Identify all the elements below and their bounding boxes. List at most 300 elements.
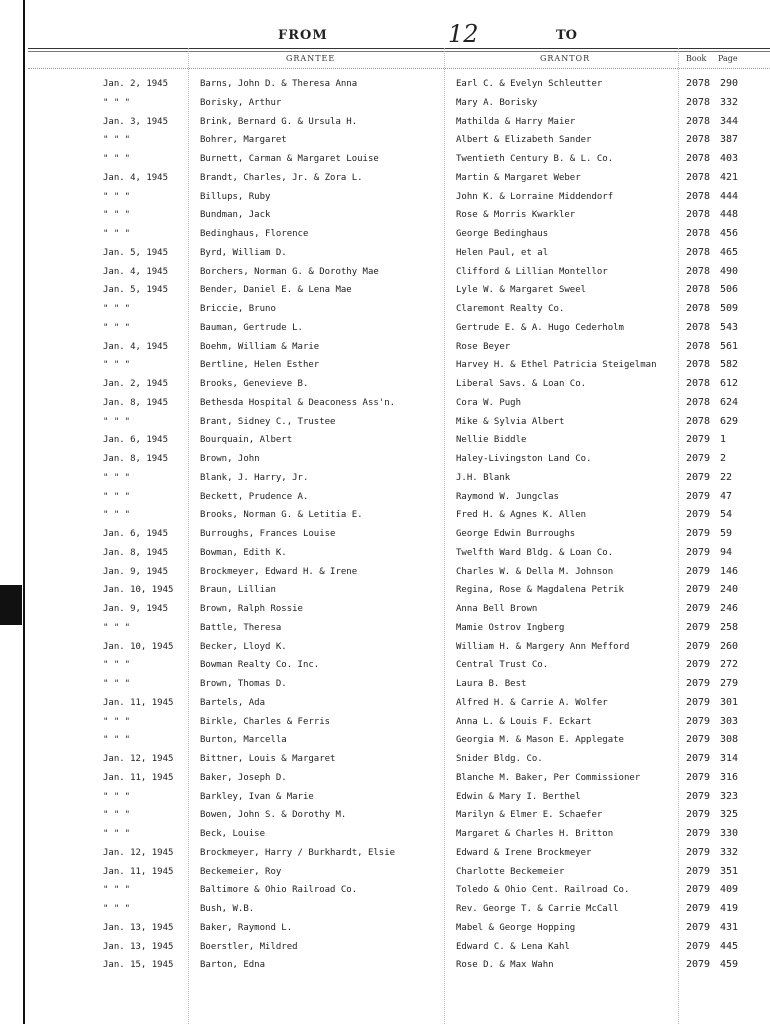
ledger-row xyxy=(28,791,770,810)
grantee-cell: Bourquain, Albert xyxy=(200,435,293,446)
page-cell: 308 xyxy=(720,734,739,746)
ledger-row xyxy=(28,547,770,566)
ledger-row xyxy=(28,378,770,397)
grantee-cell: Bedinghaus, Florence xyxy=(200,229,309,239)
ledger-row xyxy=(28,847,770,866)
date-cell: Jan. 3, 1945 xyxy=(103,116,169,127)
date-cell: " " " xyxy=(103,154,131,164)
grantor-cell: Liberal Savs. & Loan Co. xyxy=(456,379,587,389)
from-label: FROM xyxy=(278,28,328,43)
ledger-row xyxy=(28,78,770,97)
page-left-border xyxy=(23,0,25,1024)
grantor-cell: Lyle W. & Margaret Sweel xyxy=(456,285,587,296)
book-cell: 2079 xyxy=(686,846,711,858)
page-cell: 290 xyxy=(720,78,739,89)
book-cell: 2078 xyxy=(686,78,711,89)
grantee-cell: Bowman, Edith K. xyxy=(200,547,287,558)
grantee-cell: Bundman, Jack xyxy=(200,210,271,221)
grantee-cell: Baltimore & Ohio Railroad Co. xyxy=(200,885,358,896)
date-cell: Jan. 9, 1945 xyxy=(103,604,169,614)
book-cell: 2078 xyxy=(686,171,711,183)
grantor-cell: Alfred H. & Carrie A. Wolfer xyxy=(456,697,608,708)
date-cell: " " " xyxy=(103,885,131,896)
grantor-cell: George Bedinghaus xyxy=(456,229,549,239)
date-cell: Jan. 13, 1945 xyxy=(103,941,174,952)
ledger-row xyxy=(28,566,770,585)
date-cell: " " " xyxy=(103,491,131,502)
date-cell: " " " xyxy=(103,97,131,108)
ledger-row xyxy=(28,809,770,828)
grantor-cell: Anna Bell Brown xyxy=(456,604,538,614)
grantee-cell: Battle, Theresa xyxy=(200,622,282,633)
ledger-row xyxy=(28,622,770,641)
date-cell: Jan. 5, 1945 xyxy=(103,247,169,258)
grantor-cell: Rose & Morris Kwarkler xyxy=(456,210,576,221)
grantee-cell: Blank, J. Harry, Jr. xyxy=(200,472,309,483)
grantee-cell: Billups, Ruby xyxy=(200,191,271,202)
book-cell: 2078 xyxy=(686,284,711,296)
grantor-cell: Earl C. & Evelyn Schleutter xyxy=(456,79,603,89)
date-cell: " " " xyxy=(103,304,131,314)
book-cell: 2079 xyxy=(686,828,711,839)
page-cell: 465 xyxy=(720,246,739,258)
grantee-cell: Bittner, Louis & Margaret xyxy=(200,754,336,764)
grantee-cell: Barton, Edna xyxy=(200,960,266,971)
page-cell: 1 xyxy=(720,434,727,446)
page-cell: 54 xyxy=(720,509,733,521)
ledger-row xyxy=(28,134,770,153)
book-cell: 2078 xyxy=(686,153,711,164)
grantor-cell: John K. & Lorraine Middendorf xyxy=(456,191,614,202)
book-cell: 2079 xyxy=(686,921,711,933)
grantee-cell: Baker, Joseph D. xyxy=(200,772,287,783)
grantee-cell: Burroughs, Frances Louise xyxy=(200,529,336,539)
index-number: 12 xyxy=(448,20,479,48)
page-cell: 456 xyxy=(720,228,739,239)
grantor-cell: Twelfth Ward Bldg. & Loan Co. xyxy=(456,547,614,558)
to-label: TO xyxy=(556,28,577,43)
book-cell: 2079 xyxy=(686,809,711,821)
book-cell: 2078 xyxy=(686,321,711,333)
ledger-row xyxy=(28,284,770,303)
page-cell: 543 xyxy=(720,321,739,333)
date-cell: Jan. 11, 1945 xyxy=(103,697,174,708)
ledger-row xyxy=(28,922,770,941)
ledger-row xyxy=(28,491,770,510)
grantor-cell: Blanche M. Baker, Per Commissioner xyxy=(456,772,641,783)
grantee-cell: Brooks, Genevieve B. xyxy=(200,379,309,389)
grantor-cell: Cora W. Pugh xyxy=(456,397,522,408)
grantor-cell: Mike & Sylvia Albert xyxy=(456,416,565,427)
page-column-header: Page xyxy=(718,54,738,63)
grantor-cell: Helen Paul, et al xyxy=(456,247,549,258)
grantor-cell: J.H. Blank xyxy=(456,472,511,483)
book-cell: 2078 xyxy=(686,228,711,239)
page-cell: 629 xyxy=(720,415,739,427)
book-cell: 2078 xyxy=(686,396,711,408)
book-cell: 2078 xyxy=(686,246,711,258)
grantee-cell: Brink, Bernard G. & Ursula H. xyxy=(200,116,358,127)
page-cell: 332 xyxy=(720,846,739,858)
page-cell: 387 xyxy=(720,134,739,146)
page-cell: 624 xyxy=(720,396,739,408)
grantor-cell: Margaret & Charles H. Britton xyxy=(456,829,614,839)
page-cell: 506 xyxy=(720,284,739,296)
page-cell: 325 xyxy=(720,809,739,821)
grantee-cell: Bender, Daniel E. & Lena Mae xyxy=(200,285,352,296)
grantee-cell: Briccie, Bruno xyxy=(200,304,276,314)
ledger-row xyxy=(28,959,770,978)
ledger-row xyxy=(28,866,770,885)
date-cell: " " " xyxy=(103,135,131,146)
page-cell: 409 xyxy=(720,884,739,896)
grantee-cell: Brant, Sidney C., Trustee xyxy=(200,416,336,427)
page-cell: 330 xyxy=(720,828,739,839)
ledger-row xyxy=(28,528,770,547)
page-cell: 323 xyxy=(720,790,739,802)
book-cell: 2079 xyxy=(686,715,711,727)
book-cell: 2078 xyxy=(686,415,711,427)
page-cell: 94 xyxy=(720,546,733,558)
book-cell: 2078 xyxy=(686,209,711,221)
ledger-row xyxy=(28,603,770,622)
ledger-row xyxy=(28,303,770,322)
book-cell: 2079 xyxy=(686,790,711,802)
grantor-cell: Raymond W. Jungclas xyxy=(456,491,559,502)
grantee-cell: Boehm, William & Marie xyxy=(200,341,320,352)
date-cell: Jan. 8, 1945 xyxy=(103,547,169,558)
grantee-cell: Bowen, John S. & Dorothy M. xyxy=(200,810,347,821)
book-cell: 2079 xyxy=(686,959,711,971)
page-cell: 47 xyxy=(720,490,733,502)
grantee-cell: Brown, Ralph Rossie xyxy=(200,604,303,614)
grantor-cell: Edward & Irene Brockmeyer xyxy=(456,847,592,858)
ledger-row xyxy=(28,453,770,472)
page-cell: 246 xyxy=(720,603,739,614)
book-cell: 2078 xyxy=(686,340,711,352)
grantor-cell: Martin & Margaret Weber xyxy=(456,172,581,183)
header-rule xyxy=(28,48,770,49)
page-cell: 445 xyxy=(720,940,739,952)
page-cell: 351 xyxy=(720,865,739,877)
date-cell: Jan. 2, 1945 xyxy=(103,379,169,389)
grantee-cell: Barkley, Ivan & Marie xyxy=(200,791,314,802)
book-cell: 2078 xyxy=(686,96,711,108)
grantee-cell: Bush, W.B. xyxy=(200,904,255,914)
page-cell: 612 xyxy=(720,378,739,389)
book-cell: 2079 xyxy=(686,659,711,671)
grantor-cell: Fred H. & Agnes K. Allen xyxy=(456,510,587,521)
grantee-cell: Brown, John xyxy=(200,454,260,464)
ledger-row xyxy=(28,734,770,753)
date-cell: " " " xyxy=(103,472,131,483)
book-cell: 2078 xyxy=(686,134,711,146)
date-cell: Jan. 9, 1945 xyxy=(103,566,169,577)
date-cell: " " " xyxy=(103,191,131,202)
book-cell: 2079 xyxy=(686,696,711,708)
grantee-cell: Baker, Raymond L. xyxy=(200,922,293,933)
grantee-cell: Beckett, Prudence A. xyxy=(200,491,309,502)
grantor-cell: Harvey H. & Ethel Patricia Steigelman xyxy=(456,360,657,371)
date-cell: " " " xyxy=(103,716,131,727)
book-cell: 2079 xyxy=(686,621,711,633)
grantee-cell: Bartels, Ada xyxy=(200,697,266,708)
grantor-cell: Mathilda & Harry Maier xyxy=(456,116,576,127)
page-cell: 448 xyxy=(720,209,739,221)
ledger-row xyxy=(28,416,770,435)
date-cell: " " " xyxy=(103,829,131,839)
book-cell: 2078 xyxy=(686,190,711,202)
ledger-row xyxy=(28,509,770,528)
page-cell: 59 xyxy=(720,528,733,539)
grantor-cell: Gertrude E. & A. Hugo Cederholm xyxy=(456,322,624,333)
grantor-cell: Clifford & Lillian Montellor xyxy=(456,266,608,277)
date-cell: Jan. 6, 1945 xyxy=(103,435,169,446)
page-cell: 509 xyxy=(720,303,739,314)
grantee-cell: Borisky, Arthur xyxy=(200,97,282,108)
grantor-cell: Twentieth Century B. & L. Co. xyxy=(456,154,614,164)
book-cell: 2079 xyxy=(686,565,711,577)
ledger-row xyxy=(28,678,770,697)
date-cell: Jan. 2, 1945 xyxy=(103,79,169,89)
ledger-row xyxy=(28,172,770,191)
grantee-cell: Burton, Marcella xyxy=(200,735,287,746)
grantee-cell: Becker, Lloyd K. xyxy=(200,641,287,652)
grantor-cell: Albert & Elizabeth Sander xyxy=(456,135,592,146)
book-column-header: Book xyxy=(686,54,707,63)
ledger-row xyxy=(28,641,770,660)
date-cell: " " " xyxy=(103,791,131,802)
grantor-cell: Anna L. & Louis F. Eckart xyxy=(456,716,592,727)
page-cell: 240 xyxy=(720,584,739,596)
book-cell: 2079 xyxy=(686,903,711,914)
book-cell: 2079 xyxy=(686,884,711,896)
header-rule-secondary xyxy=(28,51,770,52)
ledger-row xyxy=(28,397,770,416)
ledger-row xyxy=(28,153,770,172)
book-cell: 2079 xyxy=(686,528,711,539)
book-cell: 2078 xyxy=(686,303,711,314)
page-cell: 403 xyxy=(720,153,739,164)
date-cell: Jan. 13, 1945 xyxy=(103,922,174,933)
date-cell: " " " xyxy=(103,322,131,333)
grantee-cell: Birkle, Charles & Ferris xyxy=(200,716,331,727)
grantor-cell: Marilyn & Elmer E. Schaefer xyxy=(456,810,603,821)
page-cell: 301 xyxy=(720,696,739,708)
date-cell: " " " xyxy=(103,360,131,371)
grantor-cell: Rev. George T. & Carrie McCall xyxy=(456,904,619,914)
book-cell: 2078 xyxy=(686,359,711,371)
ledger-row xyxy=(28,97,770,116)
grantor-column-header: GRANTOR xyxy=(540,54,591,63)
page-cell: 332 xyxy=(720,96,739,108)
ledger-row xyxy=(28,716,770,735)
page-cell: 272 xyxy=(720,659,739,671)
grantee-cell: Bauman, Gertrude L. xyxy=(200,322,303,333)
page-cell: 260 xyxy=(720,640,739,652)
book-cell: 2079 xyxy=(686,471,711,483)
grantee-cell: Bertline, Helen Esther xyxy=(200,360,320,371)
page-cell: 2 xyxy=(720,453,727,464)
grantee-cell: Brandt, Charles, Jr. & Zora L. xyxy=(200,172,363,183)
book-cell: 2079 xyxy=(686,865,711,877)
ledger-row xyxy=(28,903,770,922)
page-cell: 314 xyxy=(720,753,739,764)
ledger-row xyxy=(28,584,770,603)
date-cell: Jan. 4, 1945 xyxy=(103,341,169,352)
date-cell: " " " xyxy=(103,210,131,221)
book-cell: 2079 xyxy=(686,509,711,521)
grantor-cell: Mabel & George Hopping xyxy=(456,922,576,933)
grantee-cell: Borchers, Norman G. & Dorothy Mae xyxy=(200,266,379,277)
grantee-cell: Brockmeyer, Edward H. & Irene xyxy=(200,566,358,577)
page-cell: 303 xyxy=(720,715,739,727)
grantee-cell: Brooks, Norman G. & Letitia E. xyxy=(200,510,363,521)
ledger-row xyxy=(28,753,770,772)
grantor-cell: Georgia M. & Mason E. Applegate xyxy=(456,735,624,746)
book-cell: 2079 xyxy=(686,603,711,614)
grantor-cell: Laura B. Best xyxy=(456,679,527,689)
ledger-row xyxy=(28,697,770,716)
grantee-cell: Burnett, Carman & Margaret Louise xyxy=(200,154,379,164)
page-cell: 561 xyxy=(720,340,739,352)
ledger-row xyxy=(28,434,770,453)
ledger-row xyxy=(28,359,770,378)
grantee-cell: Bohrer, Margaret xyxy=(200,135,287,146)
page-cell: 344 xyxy=(720,115,739,127)
grantor-cell: Nellie Biddle xyxy=(456,435,527,446)
book-cell: 2079 xyxy=(686,771,711,783)
date-cell: Jan. 12, 1945 xyxy=(103,847,174,858)
book-cell: 2078 xyxy=(686,265,711,277)
date-cell: " " " xyxy=(103,660,131,671)
ledger-row xyxy=(28,828,770,847)
date-cell: " " " xyxy=(103,735,131,746)
book-cell: 2079 xyxy=(686,753,711,764)
ledger-row xyxy=(28,941,770,960)
book-cell: 2079 xyxy=(686,453,711,464)
grantor-cell: Rose Beyer xyxy=(456,341,511,352)
date-cell: Jan. 11, 1945 xyxy=(103,866,174,877)
date-cell: " " " xyxy=(103,810,131,821)
date-cell: " " " xyxy=(103,416,131,427)
page-cell: 421 xyxy=(720,171,739,183)
ledger-sheet xyxy=(28,0,770,1024)
book-cell: 2079 xyxy=(686,940,711,952)
book-cell: 2078 xyxy=(686,378,711,389)
grantee-cell: Byrd, William D. xyxy=(200,247,287,258)
date-cell: " " " xyxy=(103,622,131,633)
page-cell: 279 xyxy=(720,678,739,689)
column-header-rule xyxy=(28,68,770,69)
grantee-cell: Brockmeyer, Harry / Burkhardt, Elsie xyxy=(200,847,396,858)
grantor-cell: Toledo & Ohio Cent. Railroad Co. xyxy=(456,885,630,896)
book-cell: 2078 xyxy=(686,115,711,127)
page-cell: 431 xyxy=(720,921,739,933)
grantee-cell: Braun, Lillian xyxy=(200,585,276,596)
grantor-cell: Regina, Rose & Magdalena Petrik xyxy=(456,585,624,596)
page-cell: 582 xyxy=(720,359,739,371)
date-cell: " " " xyxy=(103,679,131,689)
ledger-row xyxy=(28,228,770,247)
ledger-row xyxy=(28,266,770,285)
grantor-cell: George Edwin Burroughs xyxy=(456,529,576,539)
grantee-cell: Beckemeier, Roy xyxy=(200,866,282,877)
grantee-cell: Bethesda Hospital & Deaconess Ass'n. xyxy=(200,397,396,408)
date-cell: Jan. 4, 1945 xyxy=(103,266,169,277)
ledger-row xyxy=(28,341,770,360)
date-cell: Jan. 8, 1945 xyxy=(103,454,169,464)
grantee-cell: Barns, John D. & Theresa Anna xyxy=(200,79,358,89)
book-cell: 2079 xyxy=(686,734,711,746)
date-cell: " " " xyxy=(103,510,131,521)
ledger-row xyxy=(28,247,770,266)
grantor-cell: Edward C. & Lena Kahl xyxy=(456,941,570,952)
ledger-row xyxy=(28,322,770,341)
ledger-rows xyxy=(28,78,770,978)
scan-edge-mark xyxy=(0,585,22,625)
page-cell: 316 xyxy=(720,771,739,783)
ledger-row xyxy=(28,884,770,903)
page-cell: 146 xyxy=(720,565,739,577)
date-cell: " " " xyxy=(103,229,131,239)
page-cell: 22 xyxy=(720,471,733,483)
page-cell: 459 xyxy=(720,959,739,971)
page-cell: 258 xyxy=(720,621,739,633)
date-cell: Jan. 10, 1945 xyxy=(103,585,174,596)
date-cell: Jan. 15, 1945 xyxy=(103,960,174,971)
grantor-cell: Central Trust Co. xyxy=(456,660,549,671)
book-cell: 2079 xyxy=(686,546,711,558)
grantor-cell: Charlotte Beckemeier xyxy=(456,866,565,877)
grantor-cell: Edwin & Mary I. Berthel xyxy=(456,791,581,802)
ledger-row xyxy=(28,772,770,791)
date-cell: Jan. 4, 1945 xyxy=(103,172,169,183)
ledger-row xyxy=(28,209,770,228)
book-cell: 2079 xyxy=(686,640,711,652)
ledger-row xyxy=(28,191,770,210)
date-cell: Jan. 5, 1945 xyxy=(103,285,169,296)
page-cell: 490 xyxy=(720,265,739,277)
date-cell: Jan. 6, 1945 xyxy=(103,529,169,539)
ledger-row xyxy=(28,116,770,135)
grantor-cell: Mary A. Borisky xyxy=(456,97,538,108)
grantor-cell: Snider Bldg. Co. xyxy=(456,754,543,764)
date-cell: " " " xyxy=(103,904,131,914)
grantor-cell: Mamie Ostrov Ingberg xyxy=(456,622,565,633)
date-cell: Jan. 10, 1945 xyxy=(103,641,174,652)
grantor-cell: Charles W. & Della M. Johnson xyxy=(456,566,614,577)
grantor-cell: Haley-Livingston Land Co. xyxy=(456,454,592,464)
book-cell: 2079 xyxy=(686,434,711,446)
grantor-cell: Rose D. & Max Wahn xyxy=(456,960,554,971)
date-cell: Jan. 8, 1945 xyxy=(103,397,169,408)
grantor-cell: Claremont Realty Co. xyxy=(456,304,565,314)
grantee-cell: Brown, Thomas D. xyxy=(200,679,287,689)
book-cell: 2079 xyxy=(686,678,711,689)
page-cell: 419 xyxy=(720,903,739,914)
ledger-header xyxy=(28,20,770,70)
grantee-cell: Boerstler, Mildred xyxy=(200,941,298,952)
book-cell: 2079 xyxy=(686,584,711,596)
grantee-column-header: GRANTEE xyxy=(286,54,336,63)
grantee-cell: Bowman Realty Co. Inc. xyxy=(200,660,320,671)
ledger-row xyxy=(28,472,770,491)
book-cell: 2079 xyxy=(686,490,711,502)
page-cell: 444 xyxy=(720,190,739,202)
ledger-row xyxy=(28,659,770,678)
date-cell: Jan. 11, 1945 xyxy=(103,772,174,783)
